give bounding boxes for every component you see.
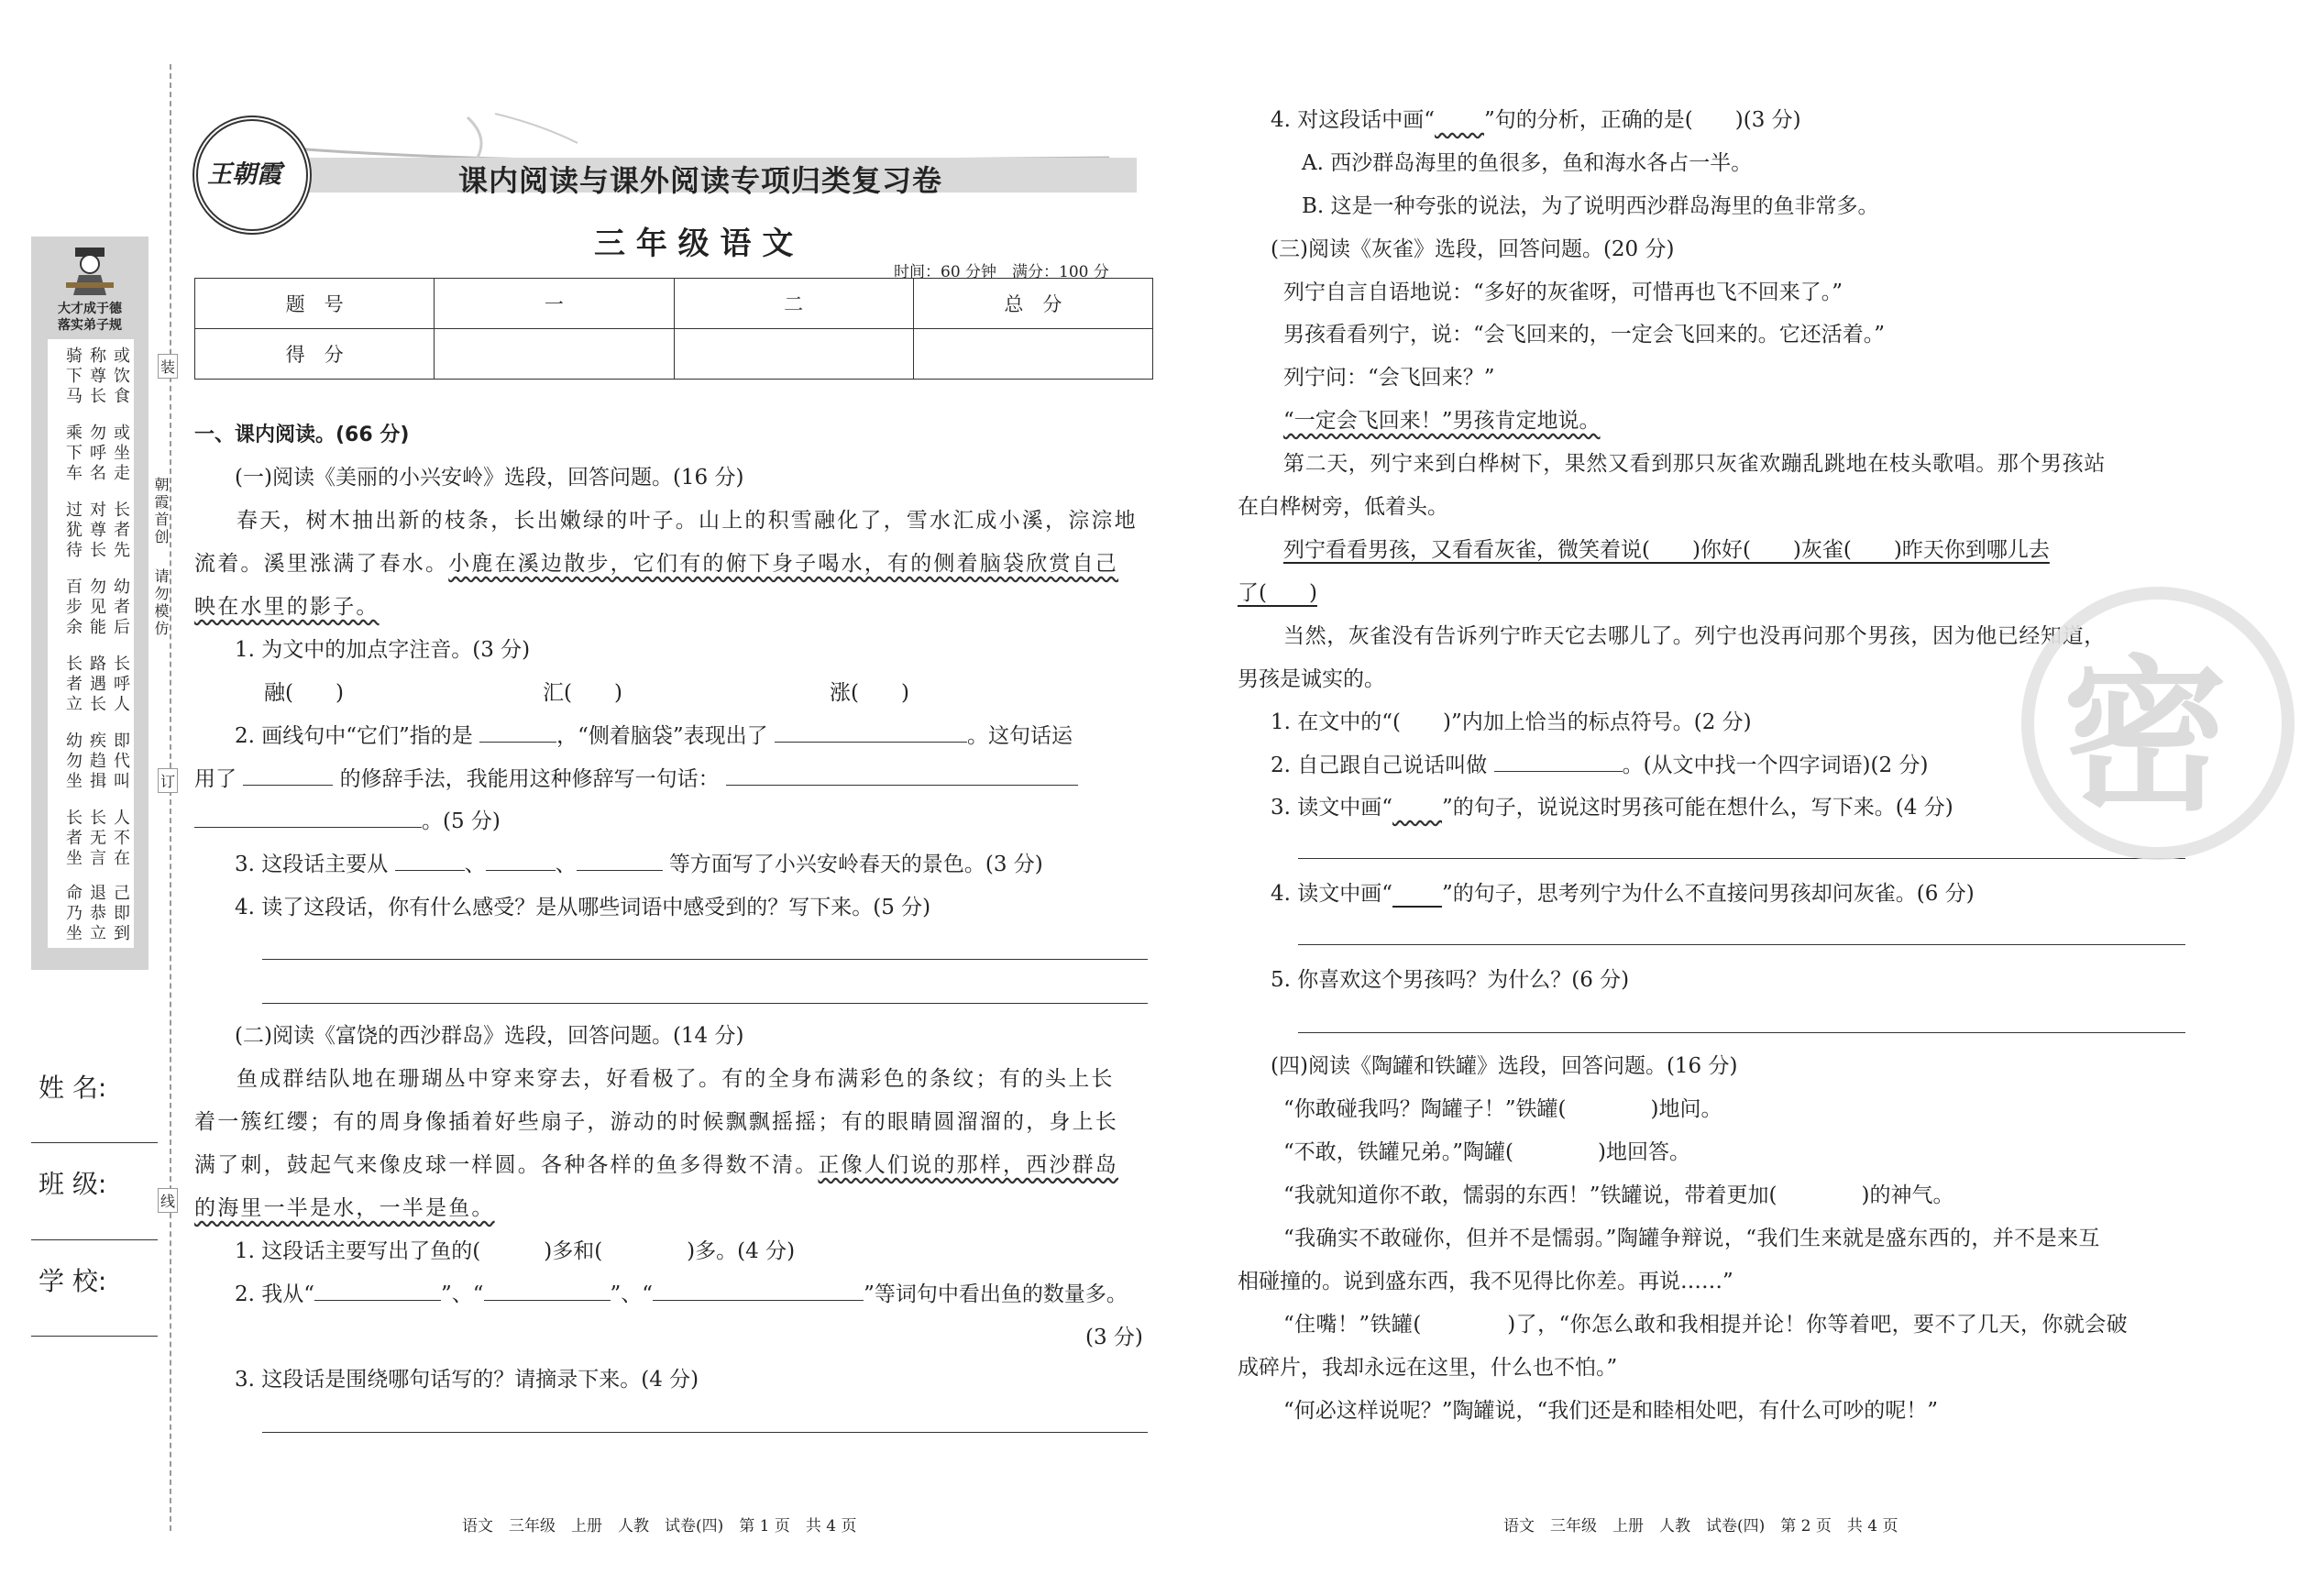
passage-line: 春天，树木抽出新的枝条，长出嫩绿的叶子。山上的积雪融化了，雪水汇成小溪，淙淙地 (237, 509, 1138, 533)
binding-note: 请勿模仿 (152, 568, 170, 638)
rule-col: 即代叫 (111, 732, 130, 792)
answer-line[interactable] (1298, 944, 2185, 945)
motto-line-1: 大才成于德 (58, 302, 122, 316)
part1-title: (一)阅读《美丽的小兴安岭》选段，回答问题。(16 分) (235, 466, 744, 490)
question: 3. 这段话主要从 、 、 等方面写了小兴安岭春天的景色。(3 分) (235, 853, 1043, 876)
pinyin-blank[interactable]: 汇( ) (543, 681, 622, 705)
pinyin-blank[interactable]: 融( ) (264, 681, 344, 705)
option-b[interactable]: B. 这是一种夸张的说法，为了说明西沙群岛海里的鱼非常多。 (1302, 194, 1879, 218)
passage-line: 相碰撞的。说到盛东西，我不见得比你差。再说……” (1238, 1270, 1733, 1293)
rule-col: 乘下车 (63, 424, 83, 484)
page-footer: 语文 三年级 上册 人教 试卷(四) 第 1 页 共 4 页 (462, 1517, 857, 1535)
underlined-sentence: 映在水里的影子。 (194, 595, 380, 619)
underlined-sentence: 小鹿在溪边散步，它们有的俯下身子喝水，有的侧着脑袋欣赏自己 (448, 552, 1119, 576)
score-header-cell: 二 (674, 279, 913, 329)
question: 3. 读文中画“ ”的句子，说说这时男孩可能在想什么，写下来。(4 分) (1271, 796, 1953, 820)
question: 4. 读了这段话，你有什么感受？是从哪些词语中感受到的？写下来。(5 分) (235, 896, 931, 919)
brand-logo-text: 王朝霞 (207, 160, 281, 189)
passage-line: “我确实不敢碰你，但并不是懦弱。”陶罐争辩说，“我们生来就是盛东西的，并不是来互 (1283, 1227, 2100, 1250)
score-table (194, 278, 1153, 380)
question: 2. 我从“ ”、“ ”、“ ”等词句中看出鱼的数量多。 (235, 1282, 1128, 1306)
banner-title: 课内阅读与课外阅读专项归类复习卷 (458, 163, 943, 198)
part4-title: (四)阅读《陶罐和铁罐》选段，回答问题。(16 分) (1271, 1054, 1738, 1078)
rule-col: 幼者后 (111, 578, 130, 638)
section-title: 一、课内阅读。(66 分) (194, 424, 410, 446)
rule-col: 人不在 (111, 809, 130, 869)
class-field[interactable] (31, 1239, 158, 1240)
passage-line: 列宁问：“会飞回来？” (1283, 366, 1495, 390)
rule-col: 百步余 (63, 578, 83, 638)
name-field-label: 姓 名: (39, 1073, 107, 1103)
score-header-cell: 总 分 (913, 279, 1152, 329)
name-field[interactable] (31, 1142, 158, 1143)
question: 1. 在文中的“( )”内加上恰当的标点符号。(2 分) (1271, 710, 1752, 734)
rule-col: 骑下马 (63, 347, 83, 407)
rule-col: 勿呼名 (87, 424, 106, 484)
answer-blank[interactable] (395, 853, 465, 871)
answer-line[interactable] (262, 1432, 1148, 1433)
rule-col: 命乃坐 (63, 884, 83, 944)
passage-line: 满了刺，鼓起气来像皮球一样圆。各种各样的鱼多得数不清。正像人们说的那样，西沙群岛 (194, 1153, 1119, 1177)
underlined-sentence: 正像人们说的那样，西沙群岛 (818, 1153, 1119, 1177)
rule-col: 勿见能 (87, 578, 106, 638)
rule-col: 长者先 (111, 501, 130, 561)
part3-title: (三)阅读《灰雀》选段，回答问题。(20 分) (1271, 237, 1675, 261)
passage-line: “我就知道你不敢，懦弱的东西！”铁罐说，带着更加( )的神气。 (1283, 1183, 1954, 1207)
sidebar-panel (31, 237, 149, 970)
scholar-icon (62, 242, 117, 297)
answer-line[interactable] (262, 959, 1148, 960)
answer-blank[interactable] (243, 768, 333, 786)
underlined-sentence: 的海里一半是水，一半是鱼。 (194, 1196, 495, 1220)
rule-col: 长呼人 (111, 655, 130, 715)
rule-col: 退恭立 (87, 884, 106, 944)
school-field-label: 学 校: (39, 1266, 107, 1296)
question: 1. 为文中的加点字注音。(3 分) (235, 638, 531, 662)
answer-blank[interactable] (479, 725, 556, 743)
passage-line: “你敢碰我吗？陶罐子！”铁罐( )地问。 (1283, 1097, 1722, 1121)
rule-col: 或饮食 (111, 347, 130, 407)
underlined-sentence: 了( ) (1238, 581, 1317, 605)
answer-blank[interactable] (194, 810, 422, 828)
answer-blank[interactable] (577, 853, 663, 871)
answer-blank[interactable] (653, 1283, 864, 1301)
option-a[interactable]: A. 西沙群岛海里的鱼很多，鱼和海水各占一半。 (1302, 151, 1753, 175)
underlined-sentence: “一定会飞回来！”男孩肯定地说。 (1283, 409, 1601, 433)
seal-mark: 装 (158, 354, 178, 379)
seal-mark: 订 (158, 768, 178, 793)
passage-line: “不敢，铁罐兄弟。”陶罐( )地回答。 (1283, 1140, 1690, 1164)
question: 。(5 分) (194, 808, 501, 835)
passage-line: 鱼成群结队地在珊瑚丛中穿来穿去，好看极了。有的全身布满彩色的条纹；有的头上长 (237, 1067, 1115, 1091)
underlined-sentence: 列宁看看男孩，又看看灰雀，微笑着说( )你好( )灰雀( )昨天你到哪儿去 (1283, 538, 2050, 562)
binding-dotted-line (170, 64, 171, 1531)
score-input-cell[interactable] (913, 329, 1152, 380)
question: 1. 这段话主要写出了鱼的( )多和( )多。(4 分) (235, 1239, 796, 1263)
rule-col: 幼勿坐 (63, 732, 83, 792)
question: 4. 对这段话中画“ ”句的分析，正确的是( )(3 分) (1271, 108, 1801, 132)
question: 4. 读文中画“ ”的句子，思考列宁为什么不直接问男孩却问灰雀。(6 分) (1271, 882, 1975, 906)
passage-line: 当然，灰雀没有告诉列宁昨天它去哪儿了。列宁也没再问那个男孩，因为他已经知道， (1283, 624, 2106, 648)
answer-blank[interactable] (775, 725, 967, 743)
answer-line[interactable] (262, 1003, 1148, 1004)
answer-line[interactable] (1298, 858, 2185, 859)
rule-col: 长者立 (63, 655, 83, 715)
rule-col: 己即到 (111, 884, 130, 944)
question: 用了 的修辞手法，我能用这种修辞写一句话： (194, 765, 1078, 793)
class-field-label: 班 级: (39, 1169, 107, 1199)
passage-line: 男孩是诚实的。 (1238, 667, 1385, 691)
rule-col: 长者坐 (63, 809, 83, 869)
rule-col: 长无言 (87, 809, 106, 869)
question: 2. 画线句中“它们”指的是 ，“侧着脑袋”表现出了 。这句话运 (235, 724, 1073, 748)
answer-blank[interactable] (726, 768, 1078, 786)
school-field[interactable] (31, 1336, 158, 1337)
passage-line: “住嘴！”铁罐( )了，“你怎么敢和我相提并论！你等着吧，要不了几天，你就会破 (1283, 1313, 2129, 1337)
answer-blank[interactable] (486, 853, 556, 871)
score-input-cell[interactable] (435, 329, 674, 380)
passage-line: 男孩看看列宁，说：“会飞回来的，一定会飞回来的。它还活着。” (1283, 323, 1886, 347)
watermark-text: 密 (2063, 640, 2228, 833)
passage-line: “何必这样说呢？”陶罐说，“我们还是和睦相处吧，有什么可吵的呢！” (1283, 1399, 1939, 1423)
score-header-cell: 题 号 (195, 279, 435, 329)
passage-line: 在白桦树旁，低着头。 (1238, 495, 1448, 519)
score-header-cell: 一 (435, 279, 674, 329)
answer-line[interactable] (1298, 1032, 2185, 1033)
part2-title: (二)阅读《富饶的西沙群岛》选段，回答问题。(14 分) (235, 1024, 744, 1048)
rule-col: 称尊长 (87, 347, 106, 407)
answer-blank[interactable] (484, 1283, 611, 1301)
passage-line: 列宁自言自语地说：“多好的灰雀呀，可惜再也飞不回来了。” (1283, 281, 1843, 304)
rule-col: 对尊长 (87, 501, 106, 561)
answer-blank[interactable] (314, 1283, 441, 1301)
question: 2. 自己跟自己说话叫做 。(从文中找一个四字词语)(2 分) (1271, 754, 1929, 777)
page-footer: 语文 三年级 上册 人教 试卷(四) 第 2 页 共 4 页 (1503, 1517, 1898, 1535)
question-score: (3 分) (1085, 1326, 1143, 1349)
exam-info: 时间：60 分钟 满分：100 分 (894, 263, 1109, 281)
seal-mark: 线 (158, 1188, 178, 1213)
passage-line: 着一簇红缨；有的周身像插着好些扇子，游动的时候飘飘摇摇；有的眼睛圆溜溜的，身上长 (194, 1110, 1118, 1134)
rule-col: 过犹待 (63, 501, 83, 561)
passage-line: 成碎片，我却永远在这里，什么也不怕。” (1238, 1356, 1618, 1380)
score-input-cell[interactable] (674, 329, 913, 380)
question: 5. 你喜欢这个男孩吗？为什么？(6 分) (1271, 968, 1630, 992)
rule-col: 路遇长 (87, 655, 106, 715)
rule-col: 或坐走 (111, 424, 130, 484)
motto-line-2: 落实弟子规 (58, 318, 122, 333)
question: 3. 这段话是围绕哪句话写的？请摘录下来。(4 分) (235, 1368, 699, 1392)
pinyin-blank[interactable]: 涨( ) (830, 681, 909, 705)
passage-line (194, 550, 1118, 578)
subject-title: 三 年 级 语 文 (594, 226, 794, 262)
answer-blank[interactable] (1494, 754, 1623, 772)
passage-line: 第二天，列宁来到白桦树下，果然又看到那只灰雀欢蹦乱跳地在枝头歌唱。那个男孩站 (1283, 452, 2106, 476)
binding-note: 朝霞首创 (152, 477, 170, 546)
rule-col: 疾趋揖 (87, 732, 106, 792)
passage-text: 流着。溪里涨满了春水。 (194, 552, 449, 576)
score-row-label: 得 分 (195, 329, 435, 380)
